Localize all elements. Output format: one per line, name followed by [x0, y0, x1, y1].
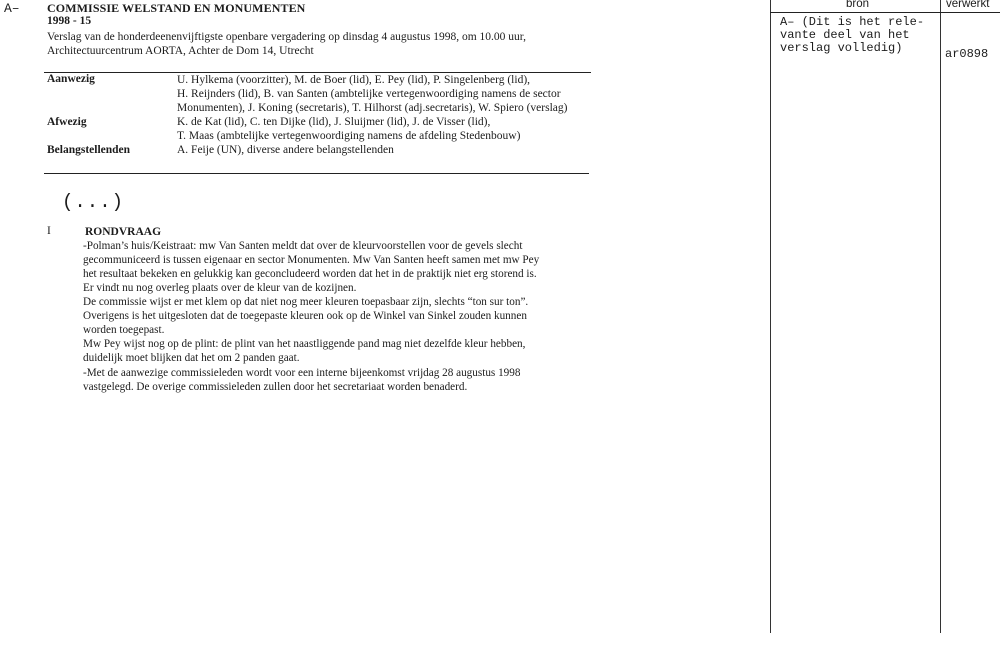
body-line: De commissie wijst er met klem op dat niet nog meer kleuren toepasbaar zijn, slechts “ton sur ton”.: [83, 296, 529, 308]
present-line: U. Hylkema (voorzitter), M. de Boer (lid), E. Pey (lid), P. Singelenberg (lid),: [177, 74, 531, 86]
bron-note: A– (Dit is het rele- vante deel van het verslag volledig): [780, 15, 925, 55]
document-title: COMMISSIE WELSTAND EN MONUMENTEN: [47, 1, 306, 15]
body-line: duidelijk moet blijken dat het om 2 panden gaat.: [83, 352, 300, 364]
intro-line-2: Architectuurcentrum AORTA, Achter de Dom 14, Utrecht: [47, 45, 314, 57]
absent-line: K. de Kat (lid), C. ten Dijke (lid), J. Sluijmer (lid), J. de Visser (lid),: [177, 116, 491, 128]
body-line: Mw Pey wijst nog op de plint: de plint van het naastliggende pand mag niet dezelfde kleur hebben,: [83, 338, 526, 350]
item-number: I: [47, 225, 51, 237]
body-line: Overigens is het uitgesloten dat de toegepaste kleuren ook op de Winkel van Sinkel zouden kunnen: [83, 310, 527, 322]
panel-header-rule: [770, 12, 1000, 13]
item-heading: RONDVRAAG: [85, 226, 162, 238]
verwerkt-code: ar0898: [945, 47, 989, 61]
margin-mark: A–: [4, 1, 20, 16]
panel-column-divider: [940, 0, 941, 633]
interested-label: Belangstellenden: [47, 144, 131, 156]
document-number: 1998 - 15: [47, 15, 92, 27]
present-label: Aanwezig: [47, 73, 95, 85]
present-line: H. Reijnders (lid), B. van Santen (ambtelijke vertegenwoordiging namens de sector: [177, 88, 561, 100]
body-line: worden toegepast.: [83, 324, 165, 336]
body-line: het resultaat bekeken en gelukkig kan geconcludeerd worden dat het in de praktijk niet erg storend is.: [83, 268, 537, 280]
absent-label: Afwezig: [47, 116, 87, 128]
panel-left-border: [770, 0, 771, 633]
body-line: gecommuniceerd is tussen eigenaar en sector Monumenten. Mw Van Santen heeft samen met mw Pey: [83, 254, 540, 266]
body-line: vastgelegd. De overige commissieleden zullen door het secretariaat worden benaderd.: [83, 381, 468, 393]
absent-line: T. Maas (ambtelijke vertegenwoordiging namens de afdeling Stedenbouw): [177, 130, 521, 142]
body-line: -Met de aanwezige commissieleden wordt voor een interne bijeenkomst vrijdag 28 augustus 1998: [83, 367, 521, 379]
omission-ellipsis: (...): [62, 191, 125, 213]
column-header-bron: bron: [846, 0, 870, 10]
intro-line-1: Verslag van de honderdeenenvijftigste openbare vergadering op dinsdag 4 augustus 1998, om 10.00 uur,: [47, 31, 527, 43]
attendance-top-rule: [44, 72, 591, 73]
present-line: Monumenten), J. Koning (secretaris), T. Hilhorst (adj.secretaris), W. Spiero (verslag): [177, 102, 568, 114]
interested-line: A. Feije (UN), diverse andere belangstellenden: [177, 144, 394, 156]
body-line: -Polman’s huis/Keistraat: mw Van Santen meldt dat over de kleurvoorstellen voor de gevels slecht: [83, 240, 523, 252]
column-header-verwerkt: verwerkt: [946, 0, 990, 10]
attendance-bottom-rule: [44, 173, 589, 174]
body-line: Er vindt nu nog overleg plaats over de kleur van de kozijnen.: [83, 282, 357, 294]
